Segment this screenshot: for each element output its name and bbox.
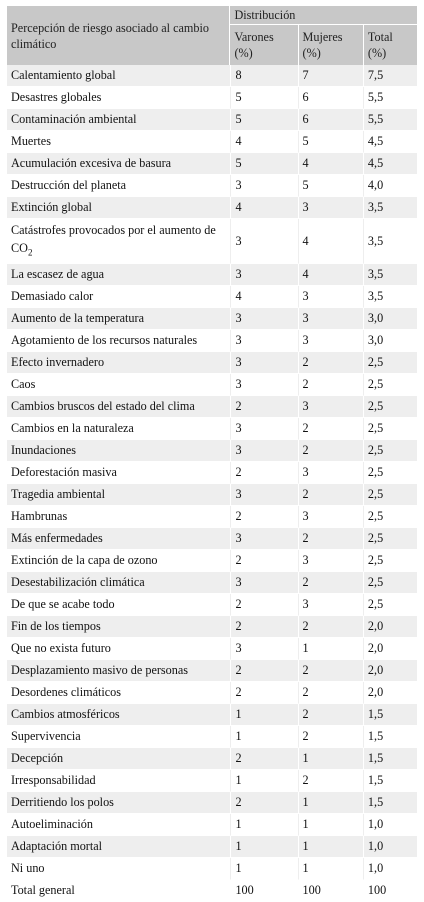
cell-total: 2,5 [363, 352, 417, 374]
cell-varones: 2 [230, 462, 297, 484]
cell-mujeres: 2 [298, 418, 363, 440]
cell-total: 2,5 [363, 550, 417, 572]
cell-varones: 1 [230, 836, 297, 858]
row-label [7, 175, 230, 197]
row-label-text: Ni uno [11, 861, 45, 876]
row-label-text: Muertes [11, 134, 51, 148]
table-row [7, 726, 417, 748]
row-label [7, 286, 230, 308]
row-label [7, 528, 230, 550]
row-label [7, 682, 230, 704]
table-row [7, 616, 417, 638]
row-label [7, 352, 230, 374]
row-label-text: Contaminación ambiental [11, 112, 137, 126]
cell-varones: 5 [230, 109, 297, 131]
row-label [7, 219, 230, 264]
row-label-text: Desestabilización climática [11, 575, 145, 590]
cell-total: 2,5 [363, 594, 417, 616]
cell-mujeres: 3 [298, 506, 363, 528]
cell-varones: 2 [230, 660, 297, 682]
cell-total: 7,5 [363, 65, 417, 87]
cell-mujeres: 2 [298, 572, 363, 594]
cell-total: 2,0 [363, 660, 417, 682]
cell-total: 2,0 [363, 616, 417, 638]
total-total: 100 [363, 880, 417, 902]
table-row [7, 858, 417, 880]
cell-varones: 4 [230, 131, 297, 153]
cell-mujeres: 6 [298, 87, 363, 109]
cell-mujeres: 1 [298, 836, 363, 858]
table-row [7, 594, 417, 616]
table-body [7, 65, 417, 902]
cell-varones: 3 [230, 264, 297, 286]
header-row-1 [7, 6, 417, 25]
cell-mujeres: 3 [298, 308, 363, 330]
total-row [7, 880, 417, 902]
table-row [7, 792, 417, 814]
table-row [7, 572, 417, 594]
table-row [7, 836, 417, 858]
table-row [7, 484, 417, 506]
cell-mujeres: 4 [298, 264, 363, 286]
cell-mujeres: 2 [298, 440, 363, 462]
cell-total: 1,0 [363, 814, 417, 836]
cell-total: 2,5 [363, 572, 417, 594]
cell-total: 2,0 [363, 638, 417, 660]
row-label-text: Efecto invernadero [11, 355, 105, 370]
cell-total: 2,5 [363, 528, 417, 550]
row-label-text: Cambios atmosféricos [11, 707, 120, 722]
cell-varones: 3 [230, 528, 297, 550]
row-label-text: Extinción global [11, 200, 92, 214]
row-label-text: Derritiendo los polos [11, 795, 114, 810]
cell-varones: 1 [230, 704, 297, 726]
header-perception: Percepción de riesgo asociado al cambio climático [7, 6, 230, 65]
row-label [7, 374, 230, 396]
cell-total: 2,5 [363, 462, 417, 484]
row-label [7, 616, 230, 638]
row-label [7, 814, 230, 836]
cell-varones: 3 [230, 484, 297, 506]
cell-varones: 4 [230, 286, 297, 308]
row-label-text: Demasiado calor [11, 289, 94, 304]
row-label-text: Deforestación masiva [11, 465, 117, 480]
cell-total: 2,5 [363, 374, 417, 396]
row-label-text: Desplazamiento masivo de personas [11, 663, 189, 678]
cell-total: 2,5 [363, 506, 417, 528]
header-varones: Varones (%) [230, 25, 297, 65]
cell-total: 5,5 [363, 87, 417, 109]
table-row [7, 682, 417, 704]
table-row [7, 660, 417, 682]
row-label [7, 506, 230, 528]
cell-total: 3,0 [363, 330, 417, 352]
row-label [7, 836, 230, 858]
row-label [7, 748, 230, 770]
row-label [7, 264, 230, 286]
cell-varones: 2 [230, 550, 297, 572]
cell-total: 2,5 [363, 418, 417, 440]
table-row [7, 396, 417, 418]
header-distribution: Distribución [230, 6, 417, 25]
cell-total: 4,0 [363, 175, 417, 197]
cell-total: 3,5 [363, 286, 417, 308]
cell-total: 3,5 [363, 219, 417, 264]
row-label-text: Más enfermedades [11, 531, 103, 546]
row-label [7, 65, 230, 87]
row-label [7, 396, 230, 418]
row-label-text: Calentamiento global [11, 68, 116, 82]
cell-varones: 3 [230, 308, 297, 330]
cell-mujeres: 1 [298, 814, 363, 836]
cell-total: 3,0 [363, 308, 417, 330]
table-row [7, 462, 417, 484]
cell-total: 1,0 [363, 858, 417, 880]
cell-varones: 3 [230, 352, 297, 374]
cell-varones: 3 [230, 374, 297, 396]
cell-mujeres: 2 [298, 484, 363, 506]
cell-mujeres: 3 [298, 197, 363, 219]
row-label [7, 550, 230, 572]
cell-total: 1,0 [363, 836, 417, 858]
cell-mujeres: 2 [298, 770, 363, 792]
row-label [7, 308, 230, 330]
cell-varones: 1 [230, 726, 297, 748]
cell-mujeres: 2 [298, 528, 363, 550]
table-row [7, 374, 417, 396]
cell-mujeres: 2 [298, 682, 363, 704]
cell-total: 3,5 [363, 197, 417, 219]
header-total: Total (%) [363, 25, 417, 65]
table-row [7, 308, 417, 330]
cell-varones: 5 [230, 153, 297, 175]
row-label [7, 638, 230, 660]
cell-varones: 2 [230, 792, 297, 814]
cell-mujeres: 6 [298, 109, 363, 131]
cell-total: 2,5 [363, 396, 417, 418]
table-row [7, 748, 417, 770]
row-label-text: Hambrunas [11, 509, 68, 524]
cell-mujeres: 1 [298, 858, 363, 880]
row-label [7, 440, 230, 462]
row-label-text: Decepción [11, 751, 64, 766]
row-label-text: Que no exista futuro [11, 641, 111, 656]
table-row [7, 197, 417, 219]
row-label [7, 418, 230, 440]
cell-total: 4,5 [363, 131, 417, 153]
row-label [7, 87, 230, 109]
cell-varones: 2 [230, 594, 297, 616]
table-row [7, 264, 417, 286]
row-label [7, 770, 230, 792]
table-row [7, 440, 417, 462]
cell-mujeres: 3 [298, 594, 363, 616]
table-row [7, 638, 417, 660]
cell-varones: 2 [230, 682, 297, 704]
cell-mujeres: 1 [298, 638, 363, 660]
cell-varones: 3 [230, 572, 297, 594]
cell-mujeres: 7 [298, 65, 363, 87]
cell-total: 5,5 [363, 109, 417, 131]
cell-total: 1,5 [363, 748, 417, 770]
cell-mujeres: 3 [298, 396, 363, 418]
cell-varones: 3 [230, 638, 297, 660]
row-label-text: Destrucción del planeta [11, 178, 127, 192]
cell-mujeres: 1 [298, 792, 363, 814]
table-row [7, 65, 417, 87]
row-label-text: Autoeliminación [11, 817, 93, 832]
cell-varones: 3 [230, 175, 297, 197]
row-label [7, 109, 230, 131]
row-label-text: Cambios bruscos del estado del clima [11, 399, 195, 414]
cell-mujeres: 3 [298, 330, 363, 352]
row-label-text: Supervivencia [11, 729, 81, 744]
total-mujeres: 100 [298, 880, 363, 902]
row-label-text: Catástrofes provocados por el aumento de CO [11, 223, 216, 255]
cell-total: 3,5 [363, 264, 417, 286]
cell-varones: 1 [230, 814, 297, 836]
cell-total: 1,5 [363, 792, 417, 814]
cell-mujeres: 5 [298, 175, 363, 197]
cell-varones: 8 [230, 65, 297, 87]
row-label-text: Caos [11, 377, 36, 392]
row-label-text: Fin de los tiempos [11, 619, 101, 634]
cell-mujeres: 3 [298, 286, 363, 308]
risk-perception-table [7, 6, 417, 902]
table-row [7, 528, 417, 550]
cell-varones: 2 [230, 616, 297, 638]
cell-mujeres: 4 [298, 219, 363, 264]
cell-varones: 2 [230, 506, 297, 528]
row-label [7, 726, 230, 748]
row-label-text: Acumulación excesiva de basura [11, 156, 172, 170]
table-row [7, 175, 417, 197]
cell-varones: 2 [230, 396, 297, 418]
row-label [7, 330, 230, 352]
cell-varones: 3 [230, 440, 297, 462]
cell-mujeres: 2 [298, 616, 363, 638]
row-label [7, 572, 230, 594]
row-label-text: Desordenes climáticos [11, 685, 121, 700]
cell-mujeres: 3 [298, 462, 363, 484]
row-label [7, 131, 230, 153]
cell-total: 1,5 [363, 770, 417, 792]
cell-mujeres: 2 [298, 352, 363, 374]
table-row [7, 87, 417, 109]
row-label [7, 792, 230, 814]
row-label [7, 660, 230, 682]
cell-varones: 3 [230, 330, 297, 352]
header-mujeres: Mujeres (%) [298, 25, 363, 65]
cell-mujeres: 2 [298, 660, 363, 682]
row-label [7, 704, 230, 726]
table-row [7, 109, 417, 131]
cell-total: 4,5 [363, 153, 417, 175]
row-label-text: La escasez de agua [11, 267, 105, 282]
table-row [7, 418, 417, 440]
cell-mujeres: 2 [298, 374, 363, 396]
table-header [7, 6, 417, 65]
cell-varones: 2 [230, 748, 297, 770]
row-label-subscript: 2 [27, 247, 33, 258]
total-label: Total general [7, 880, 230, 902]
total-varones: 100 [230, 880, 297, 902]
row-label-text: Cambios en la naturaleza [11, 421, 134, 436]
row-label-text: Inundaciones [11, 443, 76, 458]
row-label [7, 484, 230, 506]
cell-varones: 1 [230, 770, 297, 792]
row-label [7, 462, 230, 484]
table-row [7, 286, 417, 308]
cell-total: 1,5 [363, 704, 417, 726]
table-row [7, 131, 417, 153]
cell-varones: 3 [230, 219, 297, 264]
cell-mujeres: 5 [298, 131, 363, 153]
row-label-text: Extinción de la capa de ozono [11, 553, 158, 568]
row-label [7, 858, 230, 880]
row-label-text: Irresponsabilidad [11, 773, 96, 788]
cell-varones: 1 [230, 858, 297, 880]
cell-mujeres: 4 [298, 153, 363, 175]
table-row [7, 814, 417, 836]
row-label [7, 197, 230, 219]
row-label-text: Adaptación mortal [11, 839, 103, 854]
cell-mujeres: 3 [298, 550, 363, 572]
cell-varones: 5 [230, 87, 297, 109]
table-row [7, 330, 417, 352]
cell-total: 2,5 [363, 484, 417, 506]
row-label-text: Tragedia ambiental [11, 487, 105, 502]
table-row [7, 506, 417, 528]
table-row [7, 153, 417, 175]
row-label [7, 594, 230, 616]
cell-total: 1,5 [363, 726, 417, 748]
cell-total: 2,5 [363, 440, 417, 462]
table-row [7, 704, 417, 726]
cell-total: 2,0 [363, 682, 417, 704]
table-row [7, 550, 417, 572]
cell-varones: 3 [230, 418, 297, 440]
row-label-text: Desastres globales [11, 90, 102, 104]
row-label-text: Agotamiento de los recursos naturales [11, 333, 198, 348]
row-label-text: Aumento de la temperatura [11, 311, 144, 326]
row-label-text: De que se acabe todo [11, 597, 115, 612]
cell-mujeres: 2 [298, 726, 363, 748]
cell-mujeres: 1 [298, 748, 363, 770]
table-row [7, 352, 417, 374]
row-label [7, 153, 230, 175]
cell-varones: 4 [230, 197, 297, 219]
table-row [7, 770, 417, 792]
cell-mujeres: 2 [298, 704, 363, 726]
table-row [7, 219, 417, 264]
